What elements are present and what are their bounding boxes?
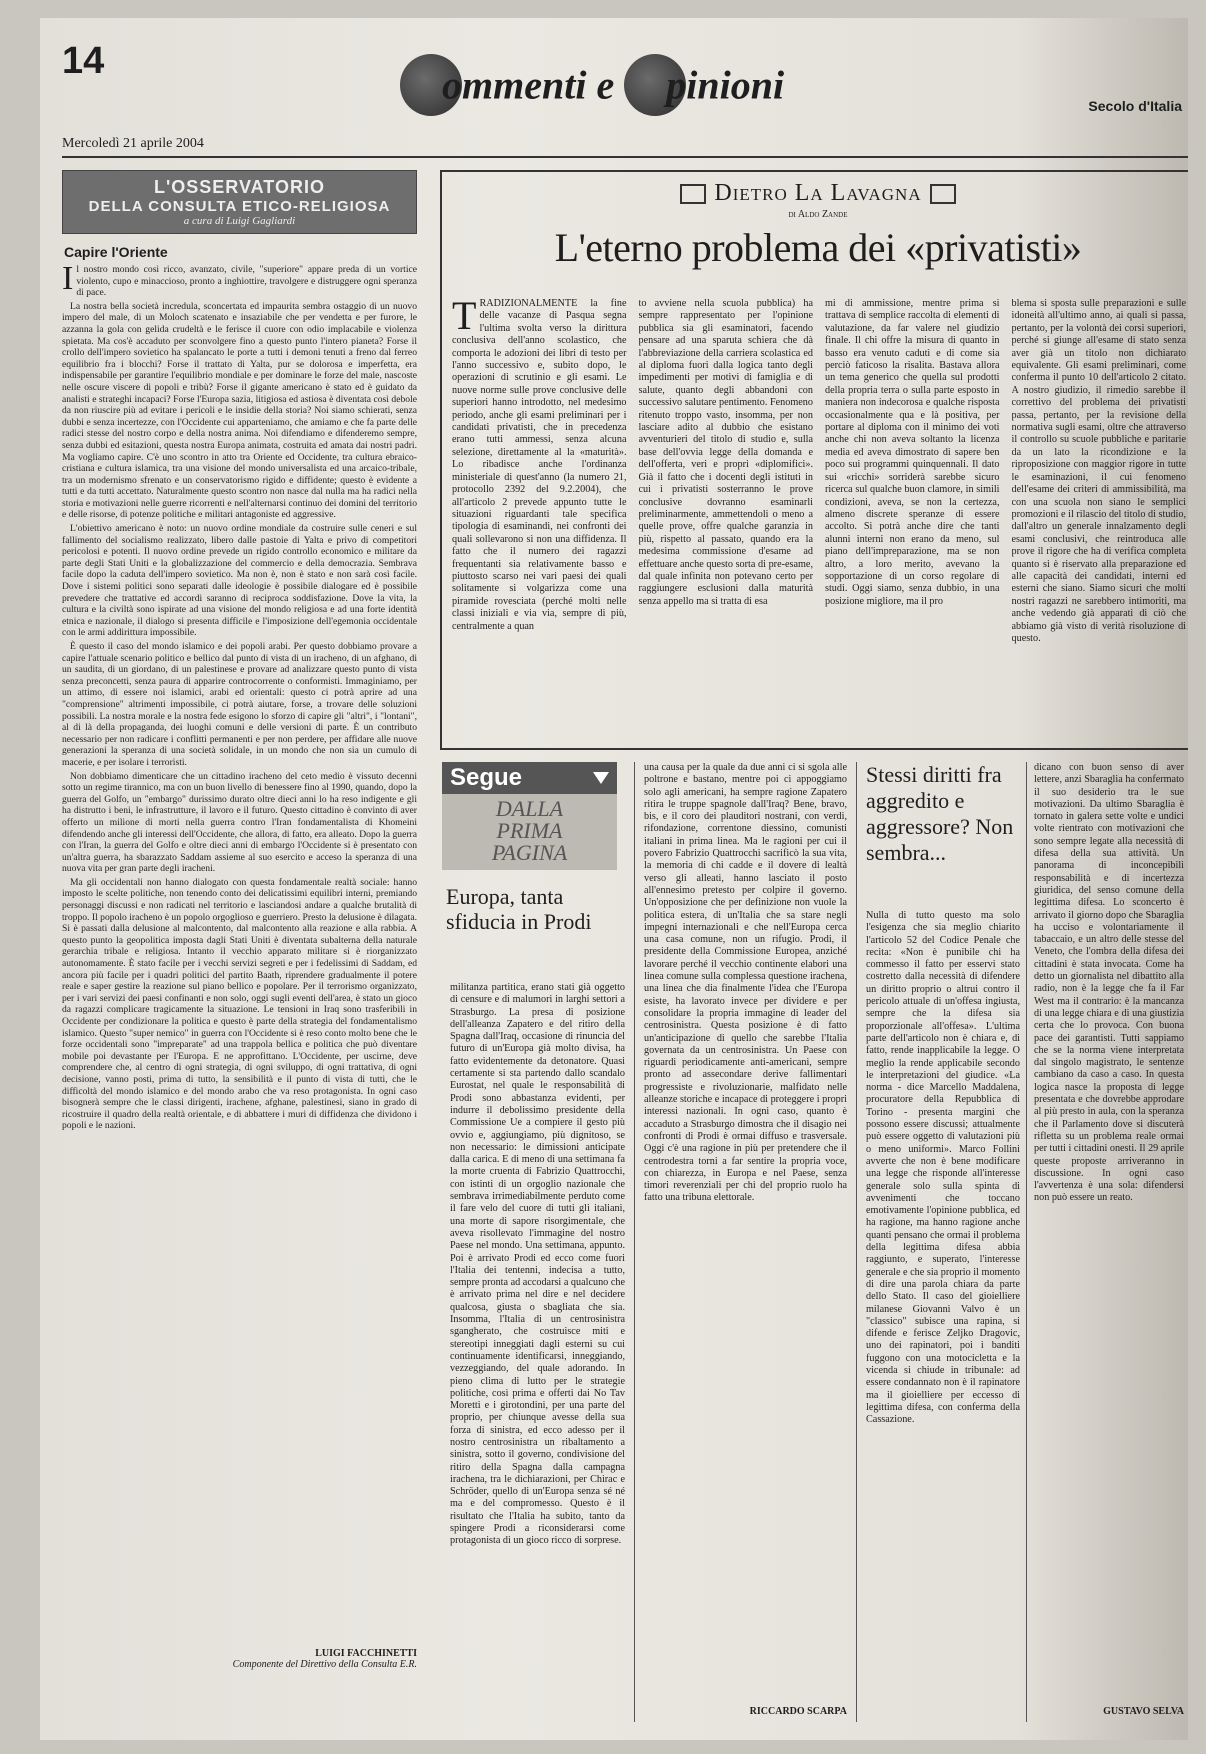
dietro-column: to avviene nella scuola pubblica) ha sempre rappresentato per l'opinione pubblica sia gli esaminatori, facendo pensare ad una sparuta schiera che dà l'abbreviazione della carriera scolastica ed al diploma fuori dalla logica tanto degli impedimenti per motivi di famiglia e di salute, quanto degli abbandoni con successivo salutare pentimento. Fenomeno ritenuto troppo vasto, insomma, per non lasciare adito al dubbio che esistano avventurieri del titolo di studio e, sulla base dell'ovvia legge della domanda e dell'offerta, veri e propri «diplomifici». Già il fatto che i docenti degli istituti in cui i privatisti sosterranno le prove conclusive dovranno esaminarli preliminarmente, ammettendoli o meno a quelle prove, offre qualche garanzia in più, rispetto al passato, quando era la medesima commissione d'esame ad effettuare anche questo sorta di pre-esame, dal quale infinita non potevano certo per raggiungere esclusioni dalla maturità senza appello ma si tratta di esa [638,298,813,607]
dietro-column [452,298,627,740]
osservatorio-body [62,264,417,1644]
stessi-diritti-header [866,762,1020,884]
dalla-line: PAGINA [491,840,568,865]
header-rule [62,156,1188,158]
osservatorio-paragraph: L'obiettivo americano è noto: un nuovo ordine mondiale da costruire sulle ceneri e sul fallimento del socialismo realizzato, libero dalle pastoie di Yalta e privo di competitori pericolosi e potenti. Il nuovo ordine prevede un rigido controllo economico e militare da parte degli Stati Uniti e la globalizzazione del commercio e della democrazia. Sembrava facile dopo la caduta dell'impero sovietico. Ma non è, non è stato e non sarà così facile. Dove i sistemi politici sono separati dalle ideologie è possibile dialogare ed è possibile prevedere che trattative ed accordi saranno di reciproca soddisfazione. Dove la vita, la cultura e la civiltà sono ispirate ad una visione del mondo religiosa e ad una forte identità etnica e nazionale, il dialogo si presenta difficile e l'imposizione dell'egemonia occidentale con le armi addirittura impossibile. [62,523,417,639]
dietro-column-text: RADIZIONALMENTE la fine delle vacanze di Pasqua segna l'ultima svolta verso la dirittura conclusiva dell'anno scolastico, che comporta le adozioni dei libri di testo per l'anno successivo e, subito dopo, le operazioni di scrutinio e gli esami. Le nuove norme sulle prove conclusive delle superiori hanno introdotto, nel medesimo periodo, anche gli esami preliminari per i candidati privatisti, che in precedenza erano tutti ammessi, senza alcuna selezione, direttamente al la «maturità». Lo ribadisce anche l'ordinanza ministeriale di quest'anno (la numero 21, protocollo 2392 del 9.2.2004), che all'articolo 2 prevede appunto tutte le situazioni riguardanti tale specifica tipologia di esaminandi, nei confronti dei quali sollevarono sì non una diffidenza. Il fatto che il numero dei ragazzi frequentanti sia relativamente basso e piuttosto scarso nei vari paesi dei quali solitamente si volgarizza come una piramide rovesciata (perché molti nelle classi iniziali e via via, sempre di più, centralmente a quan [452,298,627,632]
dietro-byline: di Aldo Zande [788,209,848,220]
dalla-line: DALLA [495,796,564,821]
osservatorio-paragraph: Non dobbiamo dimenticare che un cittadino iracheno del ceto medio è vissuto decenni sotto un regime tirannico, ma con un buon livello di benessere fino al 1990, quando, dopo la guerra del Golfo, un "embargo" durissimo durato oltre dieci anni lo ha reso indigente e gli ha distrutto i beni, le infrastrutture, il lavoro e il futuro. Questo cittadino è convinto di aver offerto un milione di morti nella guerra contro l'Iran fondamentalista di Khomeini difendendo anche gli interessi dell'Occidente, che allora, di fatto, era alleato. Dopo la guerra con l'Iran, la guerra del Golfo e oltre dieci anni di embargo l'Occidente si è presentato con un'altra guerra, ha sbarazzato Saddam assieme al suo esercito e acceso la speranza di una nuova vita per gran parte degli iracheni. [62,770,417,875]
stessi-text: Nulla di tutto questo ma solo l'esigenza che sia meglio chiarito l'articolo 52 del Codice Penale che recita: «Non è punibile chi ha commesso il fatto per esservi stato costretto dalla necessità di difendere un diritto proprio o altrui contro il pericolo attuale di un'offesa ingiusta, sempre che la difesa sia proporzionale all'offesa». L'ultima parte dell'articolo non è chiara e, di fatto, rende inapplicabile la legge. O meglio la rende applicabile secondo le interpretazioni del giudice. «La norma - dice Marcello Maddalena, procuratore della Repubblica di Torino - presenta margini che possono essere discussi; attualmente può essere oggetto di valutazioni più o meno uniformi». Marco Follini avverte che non è bene modificare una legge che risponde all'interesse generale solo sulla spinta di avvenimenti che toccano emotivamente l'opinione pubblica, ed ha ragione, ma hanno ragione anche quanti pensano che ormai il problema della legittima difesa abbia raggiunto, e superato, l'interesse generale e che sia proprio il momento di dire una parola chiara da parte dello Stato. Il caso del gioielliere milanese Giovanni Valvo è un "classico" subisce una rapina, si difende e ferisce Zeljko Dragovic, uno dei rapinatori, poi i banditi fuggono con una motocicletta e la vicenda si chiude in tribunale: ad essere condannato non è il rapinatore ma il gioielliere per eccesso di legittima difesa, con conferma della Cassazione. [866,910,1020,1426]
segue-tag [442,762,617,794]
stessi-diritti-column-2 [1034,762,1184,1722]
blackboard-icon [680,184,706,204]
stessi-diritti-column-1 [866,910,1020,1722]
osservatorio-paragraph: Ma gli occidentali non hanno dialogato con questa fondamentale realtà sociale: hanno imposto le scelte politiche, non tenendo conto dei delicatissimi equilibri interni, premiando personaggi discussi e non radicati nel territorio e lasciandosi andare a qualche brutalità di troppo. Il popolo iracheno è un popolo orgoglioso e guerriero. Presto la delusione è dilagata. Si è passati dalla delusione al malcontento, dal malcontento alla reazione e alla rabbia. A questo punto la geopolitica imposta dagli Stati Uniti è diventata subalterna della naturale gerarchia tribale e religiosa. Intanto il vecchio apparato militare si è riorganizzato autonomamente. È stato facile per i vecchi servizi segreti e per i fedelissimi di Saddam, ed ancora più facile per i quadri politici del partito Baath, riprendere gradualmente il potere reale e saper gestire la reazione sul piano bellico e popolare. Per il terrorismo organizzato, per i vari servizi dei paesi confinanti e non solo, oggi sugli eventi dell'area, è stato un gioco da ragazzi complicare tragicamente la situazione. Le tensioni in Iraq sono trasferibili in Occidente per condizionare la politica e questo è parte della strategia del fondamentalismo islamico. Questo "super nemico" in guerra con l'Occidente si è reso conto molto bene che le forze occidentali sono "impreparate" ad una trappola bellica e politica che può diventare mobile poi devastante per l'Europa. E ne approfittano. L'Occidente, per uscirne, deve comprendere che, al centro di ogni strategia, di ogni sviluppo, di ogni trattativa, di ogni decisione, vanno posti, prima di tutto, la sensibilità e il punto di vista di tutti, che le difficoltà del mondo islamico e del mondo arabo che va reso protagonista. In ogni caso bisognerà sempre che le classi dirigenti, irachene, afghane, palestinesi, siano in grado di ricostruire il quadro della realtà orientale, e di abbattere i muri di diffidenza che dividono i popoli e le nazioni. [62,876,417,1132]
osservatorio-paragraph: È questo il caso del mondo islamico e dei popoli arabi. Per questo dobbiamo provare a capire l'attuale scenario politico e bellico dal punto di vista di un iracheno, di un afghano, di un saudita, di un giordano, di un palestinese e provare ad analizzare questo punto di vista senza preconcetti, senza paura di apparire controcorrente o conformisti. Immaginiamo, per un attimo, di essere noi islamici, arabi ed orientali: questo ci potrà aprire ad una "comprensione" altrimenti impossibile, ci potrà aiutare, forse, a trovare delle soluzioni possibili. La nostra morale e la nostra fede esigono lo sforzo di capire gli "altri", i "lontani", al di là della propaganda, dei luoghi comuni e delle versioni di parte. È un contributo necessario per non radicare i conflitti permanenti e per non perdere, per affidare alle nuove generazioni la speranza di una società solidale, in un mondo che non sia un cumulo di macerie, e per isolare i terroristi. [62,641,417,768]
section-masthead [400,54,920,134]
masthead-word-1: ommenti e [442,62,625,108]
osservatorio-signature-role: Componente del Direttivo della Consulta E.R. [232,1659,417,1670]
page-number: 14 [62,40,105,82]
dietro-headline: L'eterno problema dei «privatisti» [554,225,1082,270]
europa-text: una causa per la quale da due anni ci si sgola alle poltrone e bastano, mentre poi ci appoggiamo solo agli americani, ha sempre ragione Zapatero ritira le truppe spagnole dall'Iraq? Bene, bravo, bis, e il coro dei plauditori nostrani, con verdi, rifondazione, correntone diessino, comunisti italiani in prima linea. Ma le ragioni per cui il povero Fabrizio Quattrocchi sacrificò la sua vita, la memoria di chi cadde e il dovere di lealtà verso gli alleati, hanno lasciato il posto all'ennesimo pretesto per colpire il governo. Un'opposizione che per definizione non vuole la politica estera, di un'Italia che sa stare negli impegni internazionali e che nell'Europa cerca una casa comune, non un rifugio. Prodi, il presidente della Commissione Europea, anziché lavorare perché il vecchio continente elabori una linea comune sulla complessa questione irachena, una linea che dia finalmente l'idea che l'Europa esiste, ha lavorato invece per dividere e per consolidare la propria immagine di leader del centrosinistra. Questa posizione è di fatto un'anticipazione di quello che sarebbe l'Italia governata da un centrosinistra. Un Paese con riguardi periodicamente anti-americani, sempre pronto ad assecondare derive fallimentari progressiste e rivoluzionarie, malfidato nelle alleanze storiche e incapace di proteggere i propri interessi nazionali. In ogni caso, quanto è accaduto a Strasburgo dimostra che il disagio nei confronti di Prodi è ormai diffuso e trasversale. Oggi c'è una ragione in più per pretendere che il centrodestra torni a far sentire la propria voce, con chiarezza, in Europa e nel Paese, senza timori reverenziali per chi del proprio ruolo ha fatto una tribuna elettorale. [644,762,847,1204]
osservatorio-subtitle: DELLA CONSULTA ETICO-RELIGIOSA [88,198,391,215]
stessi-text: dicano con buon senso di aver lettere, anzi Sbaraglia ha confermato il suo desiderio tra le sue motivazioni. Da ultimo Sbaraglia è tornato in galera sette volte e undici volte rientrato con motivazioni che sono sempre legate alla necessità di difesa della sua attività. Un panorama di inconcepibili responsabilità e di incertezza giuridica, del senso comune della legittima difesa. Lo sconcerto è arrivato il giorno dopo che Sbaraglia ha ucciso e volontariamente il tabaccaio, e un altro delle stesse del Veneto, che l'ombra della difesa dei cittadini è stata invocata. Come ha detto un giornalista nel dibattito alla radio, non è la legge che fa il Far West ma il contrario: è la mancanza di una legge chiara e di una giustizia certa che lo provoca. Con buona pace dei garantisti. Tutti sappiamo che se la norma viene interpretata dal singolo magistrato, le sentenze cambiano da caso a caso. In questa logica nasce la proposta di legge presentata e che dovrebbe approdare al più presto in aula, con la speranza che il Parlamento dove si discuterà rifletta su un problema reale ormai per tutti i cittadini onesti. Il 29 aprile queste proposte arriveranno in discussione. In ogni caso l'avvertenza è una sola: difendersi non può essere un reato. [1034,762,1184,1204]
masthead-word-2: pinioni [666,62,785,108]
column-divider [1026,762,1027,1722]
dietro-dropcap: T [452,298,477,338]
dalla-line: PRIMA [496,818,563,843]
dietro-kicker [442,180,1188,207]
column-divider [856,762,857,1722]
dietro-columns [452,298,1186,740]
europa-column-2 [644,762,847,1722]
segue-box [442,762,617,934]
osservatorio-box [62,170,417,234]
segue-article-title: Europa, tanta sfiducia in Prodi [446,884,592,934]
dietro-column: mi di ammissione, mentre prima si trattava di semplice raccolta di elementi di valutazione, da far valere nel giudizio finale. Il chi offre la misura di quanto in basso era venuto cadutì e di come sia perciò faticoso la risalita. Bastava allora un tema generico che quella sul prodotti della propria terra o sulla parte esposto in maniera non indecorosa e qualche risposta occasionalmente qua e là positiva, per portare al diploma con il minimo dei voti anche chi non aveva soltanto la licenza media ed aveva dimostrato di sapere ben poco sui programmi quinquennali. Il dato sui «ricchi» sorriderà sarebbe sicuro ricerca sul qualche buon clamore, in simili condizioni, aveva, se non la certezza, almeno discrete speranze di essere accolto. Si potrà anche dire che tanti alunni interni non erano da meno, sul piano dell'impreparazione, ma se non altro, a loro merito, avevano la sopportazione di un corso regolare di studi. Oggi siamo, senza dubbio, in una posizione migliore, ma il pro [825,298,1000,607]
newspaper-page [40,18,1188,1740]
europa-signature: RICCARDO SCARPA [749,1706,847,1717]
blackboard-icon [930,184,956,204]
osservatorio-paragraph: l nostro mondo così ricco, avanzato, civile, "superiore" appare preda di un vortice violento, cupo e minaccioso, pronto a inghiottire, travolgere e distruggere ogni speranza di pace. [76,264,417,299]
dalla-prima-pagina [442,794,617,870]
europa-column-1 [450,982,625,1722]
osservatorio-title: L'OSSERVATORIO [154,177,325,197]
dietro-la-lavagna-box [440,170,1188,750]
column-divider [634,762,635,1722]
stessi-diritti-title: Stessi diritti fra aggredito e aggressore? Non sembra... [866,762,1014,865]
dietro-kicker-text: Dietro La Lavagna [714,180,922,206]
osservatorio-paragraph: La nostra bella società incredula, sconcertata ed impaurita sembra ostaggio di un nuovo impero del male, di un Moloch scatenato e insaziabile che per vendetta e per furore, le azzanna la gola con gelida crudeltà e le ferisce il cuore con odio implacabile e violenza spietata. Ma cos'è accaduto per sconvolgere fino a questo punto l'intero pianeta? Forse il crollo dell'impero sovietico ha spalancato le porte a tutti i demoni tenuti a freno dal ferreo equilibrio fra i blocchi? Forse il trattato di Yalta, pur se dolorosa e imperfetta, era indispensabile per garantire l'equilibrio mondiale e per dominare le forze del male, nascoste nelle oscure viscere di popoli e tribù? Forse il gigante americano è stato ed è guidato da analisti e strateghi incapaci? Forse l'Europa sazia, litigiosa ed astiosa è diventata così debole da non riuscire più ad evitare i pericoli e le insidie della storia? Noi siamo schierati, senza dubbi e senza incertezze, con l'Occidente cui apparteniamo, che amiamo e che fa parte delle radici stesse del nostro corpo e della nostra anima. Noi difendiamo e difenderemo sempre, senza dubbi ed esitazioni, questa nostra Europa animata, costruita ed amata dai nostri padri. Ma vogliamo capire. C'è uno scontro in atto tra Oriente ed Occidente, tra cultura ebraico-cristiana e cultura islamica, tra una visione del mondo universalista ed una arcaico-tribale, tra un modernismo sfrenato e un conservatorismo rigido e diffidente; questo è evidente a tutti e da tutti accettato. Naturalmente questo scontro non nasce dal nulla ma ha radici nella storia e motivazioni nelle guerre ricorrenti e nell'alternarsi continuo dei domini del territorio e delle risorse, di potenze politiche e militari antagoniste ed aggressive. [62,300,417,521]
down-arrow-icon [593,772,609,784]
osservatorio-curator: a cura di Luigi Gagliardi [183,215,296,227]
europa-text: militanza partitica, erano stati già oggetto di censure e di malumori in larghi settori a Strasburgo. La presa di posizione dell'alleanza Zapatero e del ritiro della Spagna dall'Iraq, occasione di rinuncia del futuro di un'Europa già molto divisa, ha fatto evidentemente da detonatore. Quasi certamente si sta partendo dallo scandalo Eurostat, nel quale le responsabilità di Prodi sono abbastanza evidenti, per indurre il debolissimo presidente della Commissione Ue a compiere il gesto più ovvio e, aggiungiamo, più dignitoso, se non necessario: le dimissioni anticipate dalla carica. E di meno di una settimana fa la morte cruenta di Fabrizio Quattrocchi, con istinti di un orgoglio nazionale che sembrava irrimediabilmente perduto come il fare velo del cuore di tutti gli italiani, una morte di sapore risorgimentale, che aveva risollevato l'immagine del nostro Paese nel mondo. Una settimana, appunto. Poi è arrivato Prodi ed ecco come fuori l'Italia dei tentenni, indecisa a tutto, sempre pronta ad accodarsi a qualcuno che è arrivato prima nel dire e nel decidere qualcosa, giusta o sbagliata che sia. Insomma, l'Italia di un centrosinistra sgangherato, che costruisce miti e stereotipi inneggiati dagli esterni su cui continuamente identificarsi, inneggiando, vezzeggiando, del quale adorando. In pieno clima di lutto per le strategie politiche, così prima e offerti dai No Tav Moretti e i girotondini, per una parte del proprio, per chiunque avesse della sua forza di sinistra, ed ecco adesso per il nostro centrosinistra un ribaltamento a sinistra, sotto il governo, condivisione del ritiro della Spagna dalla campagna irachena, tra le dichiarazioni, per Chirac e Schröder, quello di un'Europa senza sé né ma e del compromesso. Questo è il risultato che l'Italia ha subìto, tanto da spingere Prodi a riconsiderarsi come protagonista di un gioco ricco di sorprese. [450,982,625,1547]
osservatorio-dropcap: I [62,264,74,297]
osservatorio-column [62,170,417,1718]
dietro-column: blema si sposta sulle preparazioni e sulle idoneità all'ultimo anno, ai quali si passa, pertanto, per la volontà dei corsi superiori, perché si giunge all'esame di stato senza aver già un titolo non dichiarato equivalente. Gli esami preliminari, come conferma il punto 10 dell'articolo 2 citato. A nostro giudizio, il rimedio sarebbe il correttivo del problema dei privatisti passa, pertanto, per la revisione della normativa sugli esami, oltre che attraverso il controllo su scuole pubbliche e paritarie da un lato la ricondizione e la riproposizione con maggior rigore in tutte le esaminazioni, il cui fenomeno dell'esame dei criteri di ammissibilità, ma con una scuola non siano le semplici promozioni e il rilascio del titolo di studio, dall'altro un generale innalzamento degli esami conclusivi, che reintroduca alle prove il rigore che ha di verifica completa quanto si è riservato alla preparazione ed alle capacità dei candidati, interni ed esterni che siano. Siamo sicuri che molti nostri ragazzi ne sarebbero intimoriti, ma anche vedendo già apparati di ciò che abbiamo già visto di verità risoluzione di questo. [1011,298,1186,644]
osservatorio-headline: Capire l'Oriente [64,244,168,260]
issue-date: Mercoledì 21 aprile 2004 [62,136,204,151]
newspaper-brand: Secolo d'Italia [1088,98,1182,114]
osservatorio-signature: LUIGI FACCHINETTI [315,1648,417,1659]
stessi-signature: GUSTAVO SELVA [1103,1706,1184,1717]
segue-tag-text: Segue [450,764,523,791]
